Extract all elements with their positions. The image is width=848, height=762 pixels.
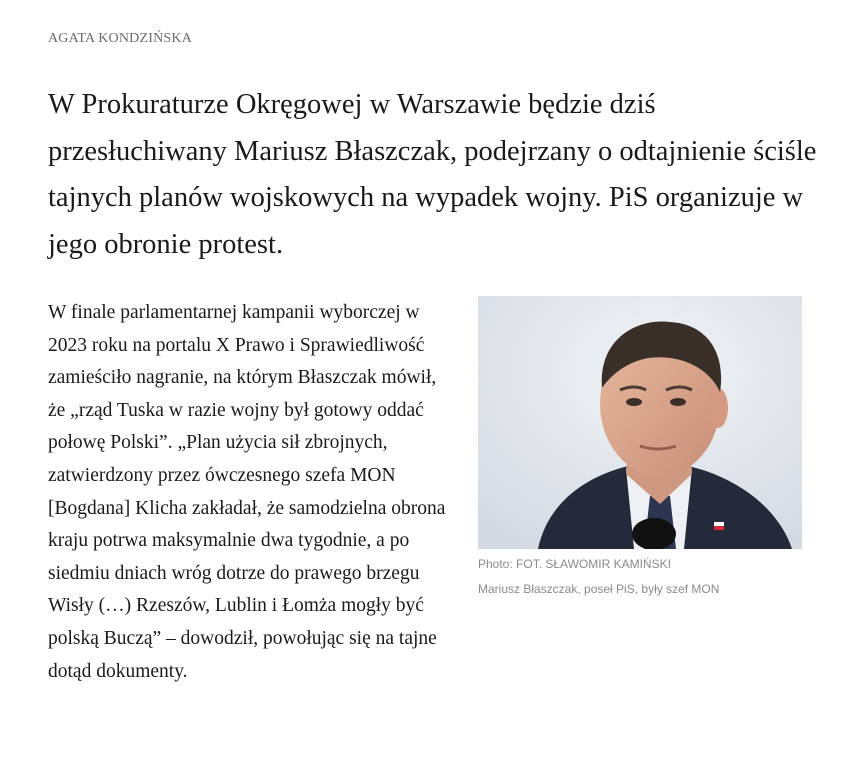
figure-spacer <box>458 297 788 637</box>
photo-caption: Mariusz Błaszczak, poseł PiS, były szef MON <box>478 582 720 596</box>
article-body <box>48 297 788 688</box>
article-lead: W Prokuraturze Okręgowej w Warszawie będzie dziś przesłuchiwany Mariusz Błaszczak, podejrzany o odtajnienie ściśle tajnych planów wojskowych na wypadek wojny. PiS organizuje w jego obronie protest. <box>48 89 817 260</box>
article-body-text: W finale parlamentarnej kampanii wyborczej w 2023 roku na portalu X Prawo i Sprawiedliwość zamieściło nagranie, na którym Błaszczak mówił, że „rząd Tuska w razie wojny był gotowy oddać połowę Polski”. „Plan użycia sił zbrojnych, zatwierdzony przez ówczesnego szefa MON [Bogdana] Klicha zakładał, że samodzielna obrona kraju potrwa maksymalnie dwa tygodnie, a po siedmiu dniach wróg dotrze do prawego brzegu Wisły (…) Rzeszów, Lublin i Łomża mogły być polską Buczą” – dowodził, powołując się na tajne dotąd dokumenty. <box>48 302 446 682</box>
photo-credit: Photo: FOT. SŁAWOMIR KAMIŃSKI <box>478 557 671 571</box>
author-byline: AGATA KONDZIŃSKA <box>48 31 193 46</box>
